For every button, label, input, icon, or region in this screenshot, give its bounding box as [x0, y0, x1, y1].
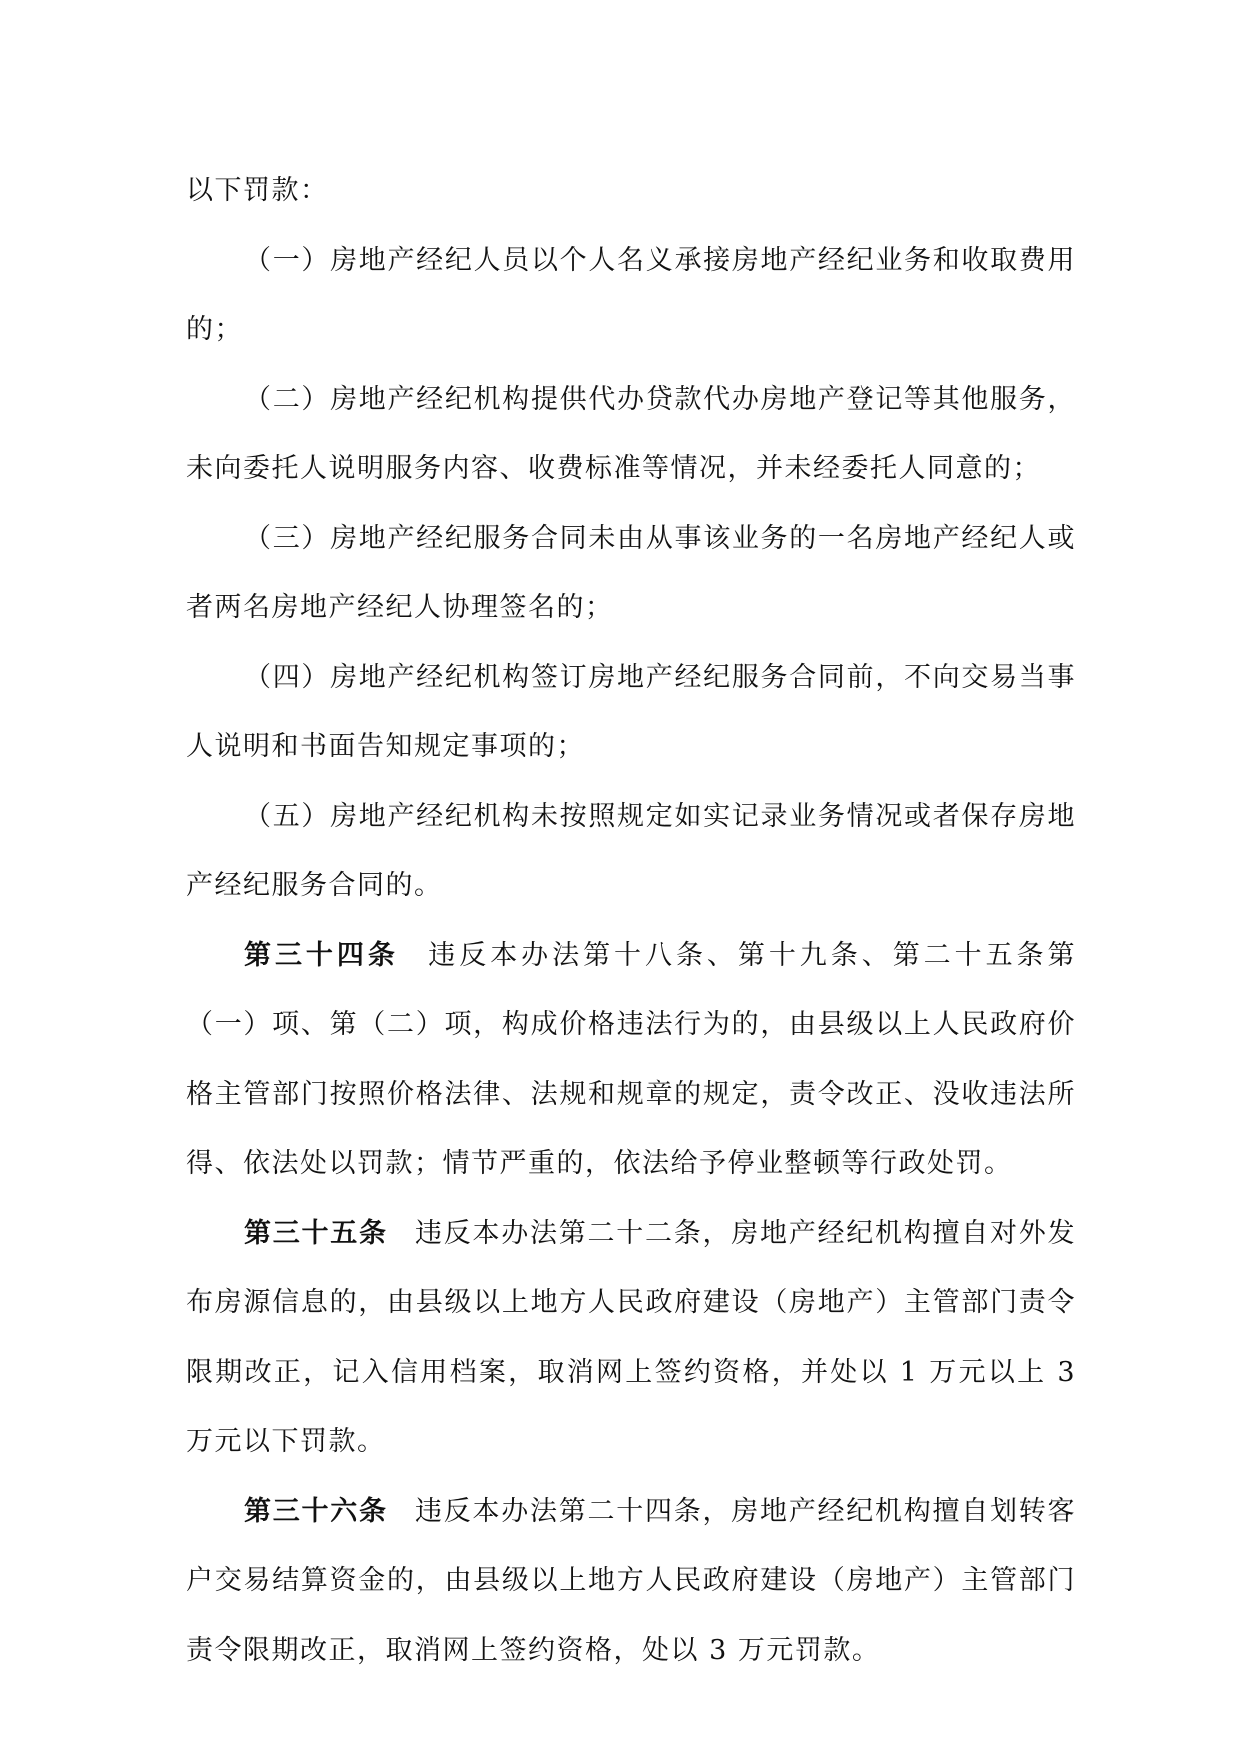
document-body	[186, 156, 1076, 1685]
article-36-heading: 第三十六条	[244, 1495, 388, 1527]
article-36-text: 违反本办法第二十四条，房地产经纪机构擅自划转客户交易结算资金的，由县级以上地方人民政府建设（房地产）主管部门责令限期改正，取消网上签约资格，处以 3 万元罚款。	[186, 1495, 1076, 1666]
article-34-heading: 第三十四条	[244, 939, 399, 971]
list-item-4: （四）房地产经纪机构签订房地产经纪服务合同前，不向交易当事人说明和书面告知规定事项的；	[186, 661, 1076, 762]
list-item-1: （一）房地产经纪人员以个人名义承接房地产经纪业务和收取费用的；	[186, 244, 1076, 345]
list-item-2: （二）房地产经纪机构提供代办贷款代办房地产登记等其他服务，未向委托人说明服务内容、收费标准等情况，并未经委托人同意的；	[186, 383, 1076, 484]
article-36	[186, 1477, 1076, 1686]
paragraph-continuation: 以下罚款：	[186, 175, 329, 206]
article-34	[186, 921, 1076, 1199]
article-35-text: 违反本办法第二十二条，房地产经纪机构擅自对外发布房源信息的，由县级以上地方人民政府建设（房地产）主管部门责令限期改正，记入信用档案，取消网上签约资格，并处以 1 万元以上 3 万元以下罚款。	[186, 1217, 1076, 1457]
list-item-5: （五）房地产经纪机构未按照规定如实记录业务情况或者保存房地产经纪服务合同的。	[186, 800, 1076, 901]
article-35-heading: 第三十五条	[244, 1217, 388, 1249]
article-35	[186, 1199, 1076, 1477]
list-item-3: （三）房地产经纪服务合同未由从事该业务的一名房地产经纪人或者两名房地产经纪人协理签名的；	[186, 522, 1076, 623]
article-34-text: 违反本办法第十八条、第十九条、第二十五条第（一）项、第（二）项，构成价格违法行为的，由县级以上人民政府价格主管部门按照价格法律、法规和规章的规定，责令改正、没收违法所得、依法处以罚款；情节严重的，依法给予停业整顿等行政处罚。	[186, 939, 1077, 1179]
